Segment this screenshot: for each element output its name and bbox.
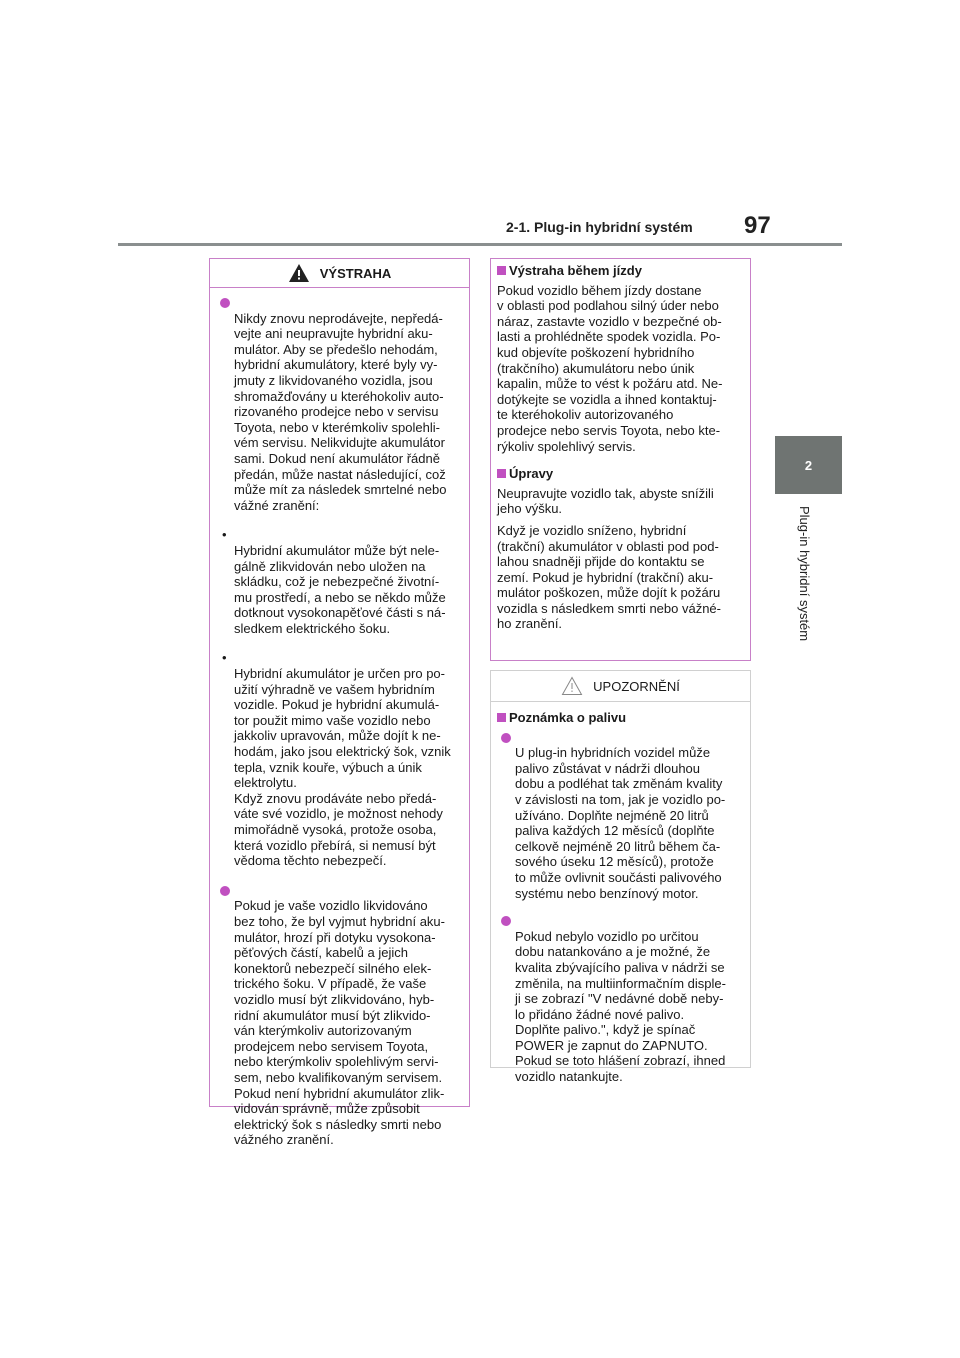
warning-bullet-2 (216, 883, 461, 1148)
warning-subitem-1 (216, 527, 461, 636)
chapter-side-label (792, 506, 810, 676)
driving-warning-text: Pokud vozidlo během jízdy dostane v oblasti pod podlahou silný úder nebo náraz, zastavte vozidlo v bezpečné ob- lasti a prohlédněte spodek vozidla. Po- kud objevíte poškození hybridního (trakčního) akumulátoru nebo únik kapalin, může to vést k požáru atd. Ne- dotýkejte se vozidla a ihned kontaktuj- te kteréhokoliv autorizovaného prodejce nebo servis Toyota, nebo kte- rýkoliv spolehlivý servis. (497, 282, 723, 454)
fuel-note-heading-text: Poznámka o palivu (509, 710, 627, 725)
section-title: 2-1. Plug-in hybridní systém (506, 219, 693, 235)
square-bullet-icon (497, 713, 506, 722)
warning-subitem-2-text: Hybridní akumulátor je určen pro po- užití výhradně ve vašem hybridním vozidle. Pokud je hybridní akumulá- tor použit mimo vaše vozidlo nebo jakkoliv upravován, může dojít k ne- hodám, jako jsou elektrický šok, vznik tepla, vznik kouře, výbuch a únik elektrolytu. Když znovu prodáváte nebo předá- váte své vozidlo, je možnost nehody mimořádně vysoká, protože osoba, která vozidlo přebírá, si nemusí být vědoma těchto nebezpečí. (234, 666, 451, 869)
fuel-note-heading (497, 710, 742, 726)
warning-box-header (210, 259, 469, 288)
warning-box (209, 258, 470, 1148)
caution-bullet-1-text: U plug-in hybridních vozidel může palivo zůstávat v nádrži dlouhou dobu a podléhat tak změnám kvality v závislosti na tom, jak je vozidlo po- užíváno. Doplňte nejméně 20 litrů paliva každých 12 měsíců (doplňte celkově nejméně 20 litrů během ča- sového úseku 12 měsíců), protože to může ovlivnit součásti palivového systému nebo benzínový motor. (515, 745, 726, 901)
bullet-dot-icon (501, 733, 511, 743)
square-bullet-icon (497, 469, 506, 478)
caution-bullet-1 (497, 730, 742, 902)
caution-box-header (491, 671, 750, 702)
warning-box-title: VÝSTRAHA (319, 265, 392, 281)
warning-subitem-1-text: Hybridní akumulátor může být nele- gálně zlikvidován nebo uložen na skládku, což je nebezpečné životní- mu prostředí, a nebo se někdo může dotknout vysokonapěťové části s ná- sledkem elektrického šoku. (234, 542, 446, 636)
page-number: 97 (744, 212, 771, 239)
modifications-heading-text: Úpravy (509, 466, 554, 482)
warning-bullet-1-text: Nikdy znovu neprodávejte, nepředá- vejte ani neupravujte hybridní aku- mulátor. Aby se předešlo nehodám, hybridní akumulátory, které byly vy- jmuty z likvidovaného vozidla, jsou shromažďovány u kteréhokoliv auto- rizovaného prodejce nebo v servisu Toyota, nebo v kterémkoliv spolehli- vém servisu. Nelikvidujte akumulátor sami. Dokud není akumulátor řádně předán, může nastat následující, což může mít za následek smrtelné nebo vážné zranění: (234, 310, 447, 513)
bullet-mark-icon: • (222, 527, 227, 543)
driving-warning-box (490, 258, 751, 661)
chapter-tab (775, 436, 842, 494)
caution-box-title: UPOZORNĚNÍ (593, 678, 680, 694)
caution-bullet-2-text: Pokud nebylo vozidlo po určitou dobu natankováno a je možné, že kvalita zbývajícího paliva v nádrži se změnila, na multiinformačním disple- ji se zobrazí "V nedávné době neby- lo přidáno žádné nové palivo. Doplňte palivo.", když je spínač POWER je zapnut do ZAPNUTO. Pokud se toto hlášení zobrazí, ihned vozidlo natankujte. (515, 928, 726, 1085)
bullet-mark-icon: • (222, 650, 227, 666)
bullet-dot-icon (501, 916, 511, 926)
warning-triangle-icon (288, 263, 310, 283)
chapter-number: 2 (804, 457, 813, 473)
modifications-text-1: Neupravujte vozidlo tak, abyste snížili jeho výšku. (497, 485, 714, 517)
modifications-heading (497, 466, 742, 482)
caution-triangle-icon (561, 676, 583, 696)
warning-bullet-1 (216, 295, 461, 513)
caution-box (490, 670, 751, 1085)
driving-warning-heading-text: Výstraha během jízdy (509, 263, 642, 278)
driving-warning-heading (497, 263, 742, 279)
warning-bullet-2-text: Pokud je vaše vozidlo likvidováno bez toho, že byl vyjmut hybridní aku- mulátor, hrozí při dotyku vysokona- pěťových částí, kabelů a jejich konektorů nebezpečí silného elek- trického šoku. V případě, že vaše vozidlo musí být zlikvidováno, hyb- ridní akumulátor musí být zlikvido- ván kterýmkoliv autorizovaným prodejcem nebo servisem Toyota, nebo kterýmkoliv spolehlivým servi- sem, nebo kvalifikovaným servisem. Pokud není hybridní akumulátor zlik- vidován správně, může způsobit elektrický šok s následky smrti nebo vážného zranění. (234, 898, 445, 1148)
modifications-text-2: Když je vozidlo sníženo, hybridní (trakční) akumulátor v oblasti pod pod- lahou snadněji přijde do kontaktu se zemí. Pokud je hybridní (trakční) aku- mulátor poškozen, může dojít k požáru vozidla s následkem smrti nebo vážné- ho zranění. (497, 522, 721, 632)
chapter-side-label-text: Plug-in hybridní systém (797, 506, 812, 642)
bullet-dot-icon (220, 886, 230, 896)
header-divider (118, 243, 842, 246)
warning-subitem-2 (216, 650, 461, 868)
square-bullet-icon (497, 266, 506, 275)
caution-bullet-2 (497, 913, 742, 1085)
bullet-dot-icon (220, 298, 230, 308)
